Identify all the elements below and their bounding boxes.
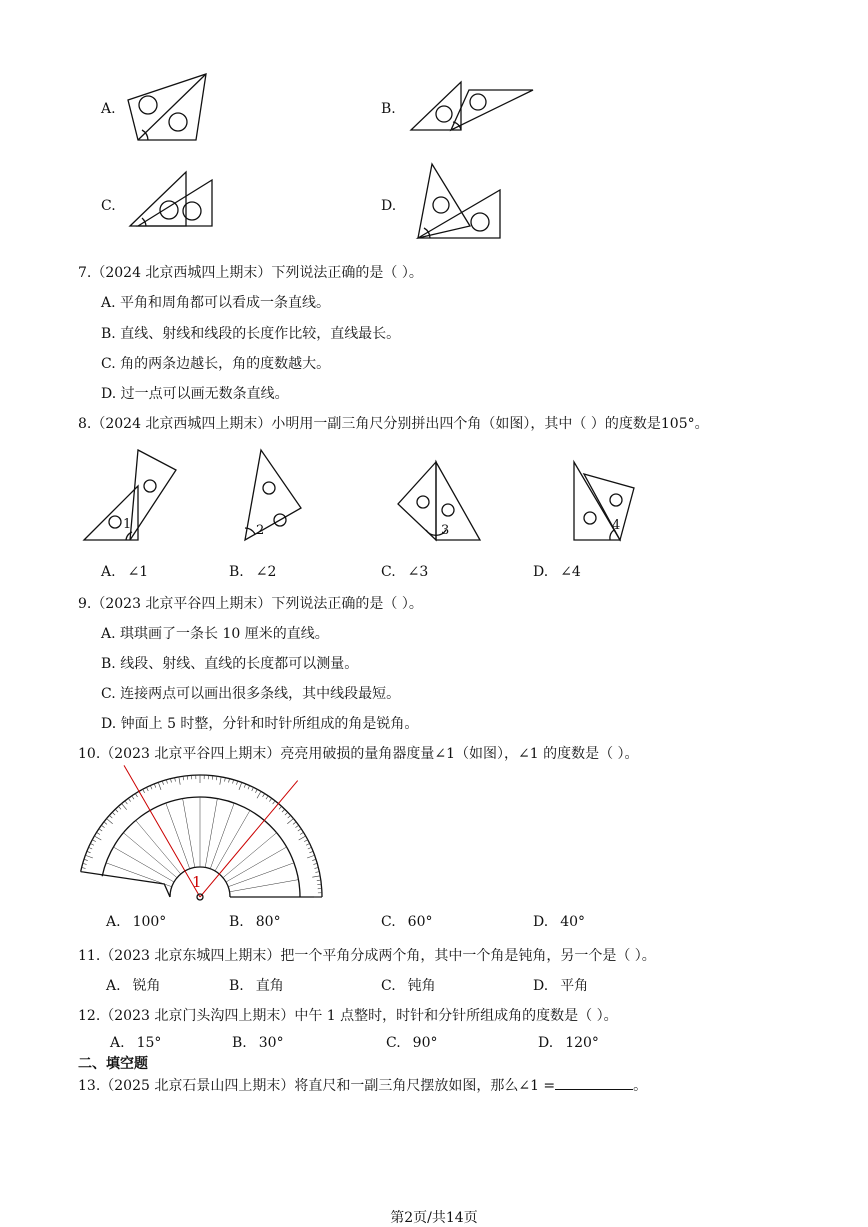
q12-choice-a[interactable]: A. 15° bbox=[110, 1035, 162, 1051]
q6-option-b-label: B. bbox=[381, 101, 396, 117]
protractor-tick bbox=[107, 819, 113, 824]
protractor-tick bbox=[308, 847, 312, 849]
protractor-tick bbox=[229, 779, 230, 783]
protractor-tick bbox=[236, 781, 237, 785]
triangle-rulers-figure-a bbox=[126, 72, 206, 144]
q6-option-a-label: A. bbox=[101, 101, 116, 117]
protractor-tick bbox=[90, 844, 94, 846]
protractor-tick bbox=[82, 867, 86, 868]
q6-option-c-label: C. bbox=[101, 198, 116, 214]
protractor-tick bbox=[299, 836, 306, 840]
protractor-tick bbox=[132, 796, 134, 799]
protractor-tick bbox=[89, 847, 93, 849]
protractor-tick bbox=[225, 778, 226, 782]
protractor-radial-line bbox=[205, 799, 217, 868]
q10-stem: 10.（2023 北京平谷四上期末）亮亮用破损的量角器度量∠1（如图），∠1 的度数是（ ）。 bbox=[78, 746, 639, 762]
protractor-tick bbox=[239, 782, 242, 790]
protractor-tick bbox=[175, 778, 176, 782]
q9-option-c[interactable]: C. 连接两点可以画出很多条线，其中线段最短。 bbox=[101, 686, 401, 702]
protractor-radial-line bbox=[223, 833, 277, 878]
q12-choice-c[interactable]: C. 90° bbox=[386, 1035, 438, 1051]
protractor-tick bbox=[306, 844, 310, 846]
q8-label-3: 3 bbox=[441, 523, 450, 538]
protractor-tick bbox=[154, 784, 155, 788]
protractor-tick bbox=[183, 776, 184, 780]
protractor-radial-line bbox=[183, 799, 195, 868]
q9-stem: 9.（2023 北京平谷四上期末）下列说法正确的是（ ）。 bbox=[78, 596, 423, 612]
q8-figure-angle-1 bbox=[82, 448, 178, 542]
protractor-tick bbox=[282, 809, 285, 812]
q8-figure-angle-4 bbox=[572, 460, 638, 542]
protractor-broken-edge bbox=[81, 872, 170, 897]
q9-option-b[interactable]: B. 线段、射线、直线的长度都可以测量。 bbox=[101, 656, 359, 672]
q7-option-c[interactable]: C. 角的两条边越长，角的度数越大。 bbox=[101, 356, 331, 372]
q8-figure-angle-3 bbox=[396, 460, 482, 542]
q7-option-d[interactable]: D. 过一点可以画无数条直线。 bbox=[101, 386, 289, 402]
q8-choice-d[interactable]: D. ∠4 bbox=[533, 564, 581, 580]
protractor-tick bbox=[84, 859, 88, 860]
protractor-tick bbox=[314, 867, 318, 868]
q11-choice-a[interactable]: A. 锐角 bbox=[106, 978, 161, 994]
q10-angle-label: 1 bbox=[192, 873, 202, 891]
protractor-tick bbox=[83, 863, 87, 864]
protractor-tick bbox=[263, 794, 265, 797]
protractor-tick bbox=[313, 863, 317, 864]
protractor-tick bbox=[304, 840, 308, 842]
protractor-tick bbox=[158, 782, 161, 790]
protractor-tick bbox=[94, 836, 101, 840]
q8-label-2: 2 bbox=[256, 523, 265, 538]
protractor-tick bbox=[293, 822, 296, 824]
protractor-tick bbox=[179, 777, 180, 785]
protractor-tick bbox=[109, 815, 112, 818]
protractor-tick bbox=[97, 832, 100, 834]
protractor-tick bbox=[298, 829, 301, 831]
q8-label-4: 4 bbox=[612, 518, 621, 533]
protractor-tick bbox=[92, 840, 96, 842]
protractor-tick bbox=[252, 787, 254, 791]
q13-answer-blank[interactable] bbox=[555, 1077, 633, 1090]
protractor-tick bbox=[135, 794, 137, 797]
q9-option-a[interactable]: A. 琪琪画了一条长 10 厘米的直线。 bbox=[101, 626, 329, 642]
protractor-tick bbox=[315, 872, 319, 873]
protractor-tick bbox=[170, 779, 171, 783]
q6-option-d-label: D. bbox=[381, 198, 397, 214]
protractor-tick bbox=[216, 776, 217, 780]
protractor-tick bbox=[255, 789, 257, 793]
q13-stem: 13.（2025 北京石景山四上期末）将直尺和一副三角尺摆放如图，那么∠1 = 。 bbox=[78, 1078, 648, 1094]
protractor-tick bbox=[273, 801, 275, 804]
protractor-tick bbox=[312, 859, 316, 860]
q7-option-a[interactable]: A. 平角和周角都可以看成一条直线。 bbox=[101, 295, 331, 311]
section-title-fill-blank: 二、填空题 bbox=[78, 1056, 148, 1072]
protractor-tick bbox=[257, 791, 261, 798]
q9-option-d[interactable]: D. 钟面上 5 时整，分针和时针所组成的角是锐角。 bbox=[101, 716, 419, 732]
protractor-tick bbox=[99, 829, 102, 831]
protractor-tick bbox=[118, 806, 121, 809]
protractor-tick bbox=[248, 786, 250, 790]
protractor-tick bbox=[307, 855, 315, 858]
q11-choice-c[interactable]: C. 钝角 bbox=[381, 978, 436, 994]
protractor-tick bbox=[125, 801, 127, 804]
protractor-tick bbox=[147, 787, 149, 791]
q7-stem: 7.（2024 北京西城四上期末）下列说法正确的是（ ）。 bbox=[78, 265, 423, 281]
protractor-radial-line bbox=[230, 880, 299, 892]
protractor-tick bbox=[244, 784, 245, 788]
q12-choice-d[interactable]: D. 120° bbox=[538, 1035, 599, 1051]
protractor-tick bbox=[162, 781, 163, 785]
protractor-tick bbox=[269, 798, 271, 801]
protractor-tick bbox=[143, 789, 145, 793]
protractor-tick bbox=[128, 798, 130, 801]
protractor-tick bbox=[295, 825, 298, 827]
protractor-tick bbox=[87, 851, 91, 852]
protractor-tick bbox=[101, 825, 104, 827]
q8-stem: 8.（2024 北京西城四上期末）小明用一副三角尺分别拼出四个角（如图），其中（ ）的度数是105°。 bbox=[78, 416, 709, 432]
q12-stem: 12.（2023 北京门头沟四上期末）中午 1 点整时，时针和分针所组成角的度数是（ ）。 bbox=[78, 1008, 618, 1024]
protractor-tick bbox=[166, 780, 167, 784]
q10-choice-b[interactable]: B. 80° bbox=[229, 914, 281, 930]
q11-stem: 11.（2023 北京东城四上期末）把一个平角分成两个角，其中一个角是钝角，另一个是（ ）。 bbox=[78, 948, 656, 964]
protractor-tick bbox=[220, 777, 221, 785]
triangle-rulers-figure-c bbox=[128, 170, 218, 230]
q10-choice-c[interactable]: C. 60° bbox=[381, 914, 433, 930]
protractor-tick bbox=[285, 812, 288, 815]
q10-choice-a[interactable]: A. 100° bbox=[106, 914, 167, 930]
protractor-tick bbox=[287, 819, 293, 824]
q8-choice-c[interactable]: C. ∠3 bbox=[381, 564, 429, 580]
q10-choice-d[interactable]: D. 40° bbox=[533, 914, 586, 930]
protractor-tick bbox=[266, 796, 268, 799]
protractor-tick bbox=[150, 786, 152, 790]
q7-option-b[interactable]: B. 直线、射线和线段的长度作比较，直线最长。 bbox=[101, 326, 401, 342]
protractor-tick bbox=[309, 851, 313, 852]
q8-choice-b[interactable]: B. ∠2 bbox=[229, 564, 277, 580]
protractor-tick bbox=[122, 804, 127, 810]
protractor-tick bbox=[112, 812, 115, 815]
page-number-footer: 第2页/共14页 bbox=[390, 1210, 478, 1226]
q11-choice-d[interactable]: D. 平角 bbox=[533, 978, 589, 994]
triangle-rulers-figure-b bbox=[409, 80, 539, 132]
protractor-radial-line bbox=[136, 820, 181, 874]
protractor-tick bbox=[288, 815, 291, 818]
q8-figure-angle-2 bbox=[243, 448, 305, 542]
triangle-rulers-figure-d bbox=[416, 162, 502, 242]
protractor-tick bbox=[115, 809, 118, 812]
q8-label-1: 1 bbox=[123, 517, 132, 532]
broken-protractor-figure bbox=[78, 775, 328, 905]
protractor-tick bbox=[85, 855, 93, 858]
protractor-radial-line bbox=[123, 833, 177, 878]
protractor-tick bbox=[233, 780, 234, 784]
protractor-tick bbox=[104, 822, 107, 824]
protractor-tick bbox=[317, 880, 321, 881]
protractor-tick bbox=[312, 876, 320, 877]
protractor-tick bbox=[300, 832, 303, 834]
q8-choice-a[interactable]: A. ∠1 bbox=[101, 564, 149, 580]
protractor-tick bbox=[279, 806, 282, 809]
q12-choice-b[interactable]: B. 30° bbox=[232, 1035, 284, 1051]
q11-choice-b[interactable]: B. 直角 bbox=[229, 978, 284, 994]
